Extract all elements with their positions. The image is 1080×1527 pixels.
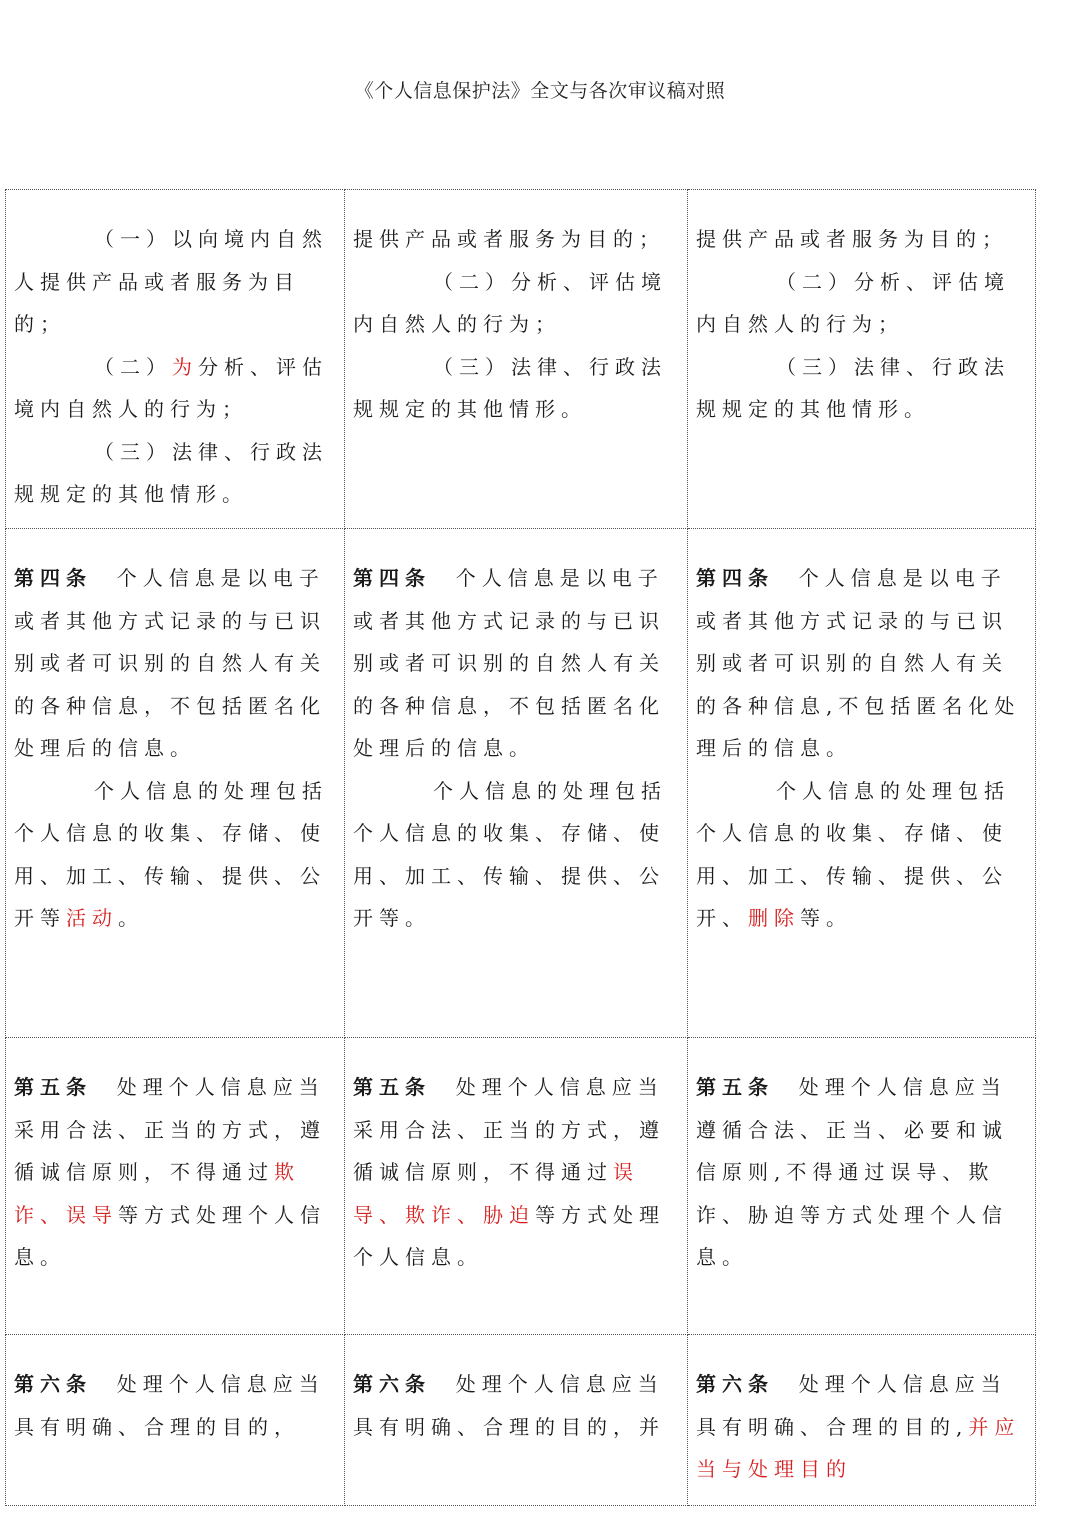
- article-heading: 第四条: [14, 566, 92, 590]
- clause-text: （二）: [94, 354, 172, 379]
- clause-item-2: （二）分析、评估境内自然人的行为；: [696, 269, 1010, 336]
- comparison-table: [5, 189, 1036, 1506]
- article-paragraph: [353, 1363, 677, 1448]
- clause-text: 处理个人信息应当采用合法、正当的方式，遵循诚信原则，不得通过: [14, 1075, 326, 1184]
- table-cell-r3-c1: [6, 1038, 345, 1335]
- clause-item-3: （三）法律、行政法规规定的其他情形。: [353, 354, 667, 421]
- article-paragraph: [14, 770, 334, 940]
- clause-text: 处理个人信息应当具有明确、合理的目的，: [14, 1372, 325, 1439]
- article-heading: 第五条: [353, 1075, 431, 1099]
- article-paragraph: [14, 1066, 334, 1279]
- clause-item-1: （一）以向境内自然人提供产品或者服务为目的；: [14, 227, 328, 336]
- clause-text: 个人信息的处理包括个人信息的收集、存储、使用、加工、传输、提供、公开、: [696, 778, 1010, 930]
- revision-highlight: 活动: [66, 906, 118, 930]
- table-row: [6, 190, 1036, 529]
- clause-text: 个人信息是以电子或者其他方式记录的与已识别或者可识别的自然人有关的各种信息,不包括匿名化处理后的信息。: [696, 566, 1021, 760]
- table-cell-r3-c3: [688, 1038, 1036, 1335]
- table-cell-r2-c2: [345, 529, 688, 1038]
- table-row: [6, 529, 1036, 1038]
- table-cell-r4-c3: [688, 1335, 1036, 1506]
- article-paragraph: [353, 1066, 677, 1279]
- clause-text: 分析、评估境内自然人的行为；: [14, 354, 328, 421]
- article-heading: 第五条: [696, 1075, 774, 1099]
- clause-item-3: （三）法律、行政法规规定的其他情形。: [696, 354, 1010, 421]
- clause-text: 处理个人信息应当遵循合法、正当、必要和诚信原则,不得通过误导、欺诈、胁迫等方式处理个人信息。: [696, 1075, 1008, 1269]
- article-paragraph: [696, 557, 1025, 770]
- page-title: 《个人信息保护法》全文与各次审议稿对照: [354, 80, 726, 102]
- table-cell-r2-c1: [6, 529, 345, 1038]
- table-cell-r1-c2: [345, 190, 688, 529]
- clause-text: 个人信息的处理包括个人信息的收集、存储、使用、加工、传输、提供、公开等: [14, 778, 328, 930]
- clause-text: 处理个人信息应当具有明确、合理的目的，并: [353, 1372, 665, 1439]
- article-heading: 第五条: [14, 1075, 92, 1099]
- clause-text: 处理个人信息应当具有明确、合理的目的,: [696, 1372, 1007, 1439]
- article-paragraph: [14, 557, 334, 770]
- article-paragraph: [696, 770, 1025, 940]
- table-cell-r4-c2: [345, 1335, 688, 1506]
- table-row: [6, 1038, 1036, 1335]
- revision-highlight: 并应当与处理目的: [696, 1414, 1021, 1481]
- clause-text: 等。: [800, 906, 852, 930]
- table-cell-r2-c3: [688, 529, 1036, 1038]
- table-cell-r1-c1: [6, 190, 345, 529]
- article-paragraph: [353, 557, 677, 770]
- table-row: [6, 1335, 1036, 1506]
- table-cell-r3-c2: [345, 1038, 688, 1335]
- clause-item-2: （二）分析、评估境内自然人的行为；: [353, 269, 667, 336]
- revision-highlight: 误导、欺诈、胁迫: [353, 1160, 639, 1227]
- clause-text: 提供产品或者服务为目的；: [696, 227, 1008, 251]
- article-heading: 第六条: [353, 1372, 431, 1396]
- revision-highlight: 为: [172, 354, 198, 379]
- revision-highlight: 欺诈、误导: [14, 1160, 300, 1227]
- clause-item-3: （三）法律、行政法规规定的其他情形。: [14, 439, 328, 506]
- clause-text: 等方式处理个人信息。: [353, 1202, 665, 1269]
- clause-text: 处理个人信息应当采用合法、正当的方式，遵循诚信原则，不得通过: [353, 1075, 665, 1184]
- clause-item-2: [14, 346, 334, 431]
- article-heading: 第六条: [696, 1372, 774, 1396]
- clause-text: 。: [118, 906, 144, 930]
- article-paragraph: [696, 1363, 1025, 1491]
- article-heading: 第六条: [14, 1372, 92, 1396]
- clause-text: 提供产品或者服务为目的；: [353, 227, 665, 251]
- article-paragraph: [14, 1363, 334, 1448]
- clause-text: 个人信息是以电子或者其他方式记录的与已识别或者可识别的自然人有关的各种信息，不包括匿名化处理后的信息。: [353, 566, 665, 760]
- article-paragraph: [696, 1066, 1025, 1279]
- article-paragraph: 个人信息的处理包括个人信息的收集、存储、使用、加工、传输、提供、公开等。: [353, 778, 667, 930]
- clause-text: 等方式处理个人信息。: [14, 1202, 326, 1269]
- revision-highlight: 删除: [748, 906, 800, 930]
- table-cell-r4-c1: [6, 1335, 345, 1506]
- clause-text: 个人信息是以电子或者其他方式记录的与已识别或者可识别的自然人有关的各种信息，不包括匿名化处理后的信息。: [14, 566, 326, 760]
- article-heading: 第四条: [696, 566, 774, 590]
- table-cell-r1-c3: [688, 190, 1036, 529]
- article-heading: 第四条: [353, 566, 431, 590]
